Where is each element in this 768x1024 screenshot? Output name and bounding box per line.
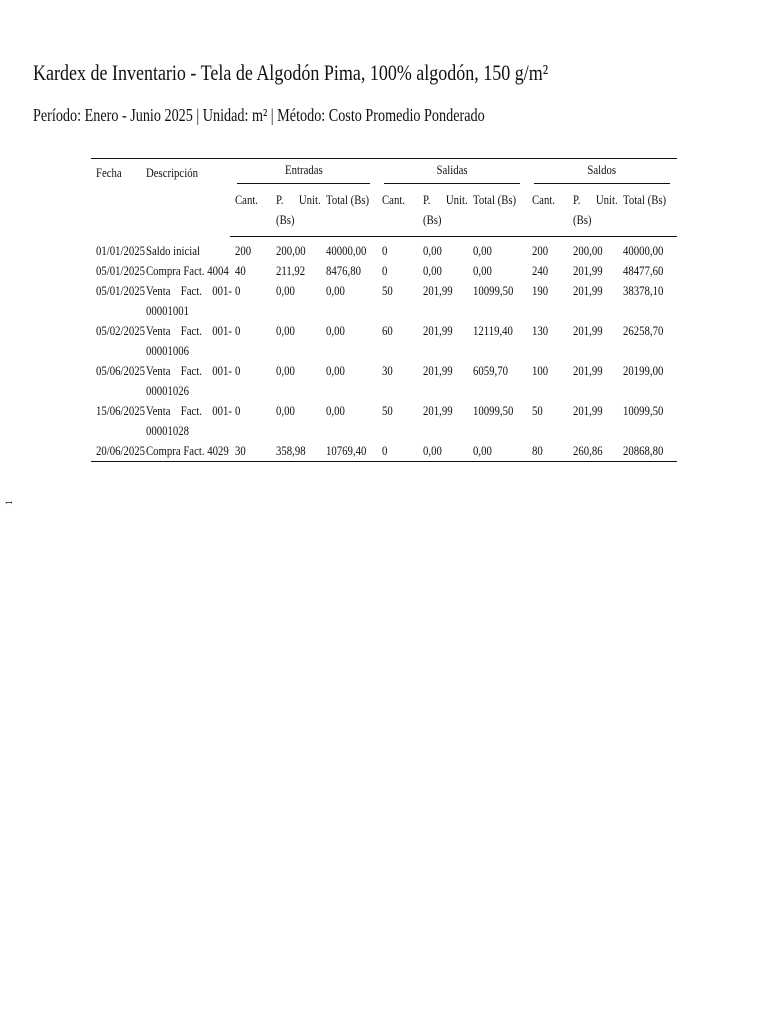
cell-s-cant: 30 — [382, 364, 393, 378]
cell-e-total: 40000,00 — [326, 244, 367, 258]
cell-b-pu: 201,99 — [573, 364, 603, 378]
cell-s-pu: 0,00 — [423, 244, 442, 258]
table-row — [91, 261, 677, 281]
cell-e-total: 0,00 — [326, 404, 345, 418]
cell-desc: Venta Fact. 001- 00001006 — [146, 324, 232, 358]
cell-desc: Compra Fact. 4004 — [146, 264, 229, 278]
header-salidas: Salidas — [377, 159, 527, 185]
cell-b-cant: 190 — [532, 284, 549, 298]
cell-fecha: 05/02/2025 — [96, 324, 145, 338]
cell-e-pu: 200,00 — [276, 244, 306, 258]
table-row — [91, 281, 677, 321]
cell-s-cant: 0 — [382, 264, 388, 278]
cell-b-cant: 130 — [532, 324, 549, 338]
kardex-table — [91, 158, 677, 462]
cell-e-pu: 0,00 — [276, 284, 295, 298]
header-saldos-total: Total (Bs) — [618, 184, 677, 237]
cell-s-pu: 201,99 — [423, 324, 453, 338]
cell-b-cant: 100 — [532, 364, 549, 378]
header-entradas-total: Total (Bs) — [321, 184, 377, 237]
cell-s-total: 0,00 — [468, 441, 527, 462]
cell-e-pu: 358,98 — [271, 441, 321, 462]
header-group-row — [91, 159, 677, 185]
cell-e-cant: 0 — [235, 364, 241, 378]
cell-e-total: 10769,40 — [321, 441, 377, 462]
cell-b-pu: 201,99 — [573, 264, 603, 278]
cell-s-total: 0,00 — [473, 244, 492, 258]
cell-b-total: 48477,60 — [623, 264, 664, 278]
cell-s-pu: 0,00 — [418, 441, 468, 462]
header-saldos-punit: P. Unit. (Bs) — [568, 184, 618, 237]
cell-s-cant: 0 — [377, 441, 418, 462]
cell-e-cant: 30 — [230, 441, 271, 462]
cell-b-total: 38378,10 — [623, 284, 664, 298]
table-row — [91, 237, 677, 262]
cell-b-pu: 201,99 — [573, 284, 603, 298]
cell-e-pu: 211,92 — [276, 264, 306, 278]
cell-desc: Compra Fact. 4029 — [141, 441, 230, 462]
cell-e-cant: 200 — [235, 244, 252, 258]
cell-s-pu: 201,99 — [423, 284, 453, 298]
cell-fecha: 05/01/2025 — [96, 264, 145, 278]
cell-e-pu: 0,00 — [276, 364, 295, 378]
cell-fecha: 05/06/2025 — [96, 364, 145, 378]
cell-b-total: 20868,80 — [618, 441, 677, 462]
cell-e-total: 0,00 — [326, 284, 345, 298]
cell-s-total: 12119,40 — [473, 324, 513, 338]
header-descripcion: Descripción — [141, 159, 230, 237]
cell-desc: Venta Fact. 001- 00001028 — [146, 404, 232, 438]
cell-e-cant: 0 — [235, 404, 241, 418]
cell-s-cant: 60 — [382, 324, 393, 338]
cell-s-total: 10099,50 — [473, 284, 514, 298]
cell-s-cant: 50 — [382, 284, 393, 298]
cell-b-pu: 201,99 — [573, 404, 603, 418]
cell-b-cant: 50 — [532, 404, 543, 418]
cell-e-pu: 0,00 — [276, 404, 295, 418]
header-salidas-total: Total (Bs) — [468, 184, 527, 237]
cell-b-total: 40000,00 — [623, 244, 664, 258]
document-title: Kardex de Inventario - Tela de Algodón Pima, 100% algodón, 150 g/m² — [33, 60, 549, 85]
cell-e-total: 0,00 — [326, 324, 345, 338]
header-entradas: Entradas — [230, 159, 377, 185]
cell-s-total: 0,00 — [473, 264, 492, 278]
table-row — [91, 401, 677, 441]
cell-e-total: 8476,80 — [326, 264, 361, 278]
cell-fecha: 01/01/2025 — [96, 243, 145, 258]
cell-desc: Saldo inicial — [146, 243, 201, 258]
table-row — [91, 441, 677, 462]
header-salidas-punit: P. Unit. (Bs) — [418, 184, 468, 237]
cell-b-pu: 200,00 — [573, 244, 603, 258]
page-number: 1 — [4, 500, 14, 505]
table-row — [91, 321, 677, 361]
cell-b-total: 20199,00 — [623, 364, 664, 378]
header-salidas-cant: Cant. — [377, 184, 418, 237]
cell-s-pu: 201,99 — [423, 404, 453, 418]
cell-b-cant: 80 — [527, 441, 568, 462]
cell-desc: Venta Fact. 001- 00001001 — [146, 284, 232, 318]
cell-b-cant: 200 — [532, 244, 549, 258]
cell-s-pu: 0,00 — [423, 264, 442, 278]
cell-b-total: 10099,50 — [623, 404, 664, 418]
cell-b-pu: 201,99 — [573, 324, 603, 338]
header-entradas-punit: P. Unit. (Bs) — [271, 184, 321, 237]
cell-s-total: 10099,50 — [473, 404, 514, 418]
cell-fecha: 20/06/2025 — [91, 441, 141, 462]
cell-b-total: 26258,70 — [623, 324, 664, 338]
cell-desc: Venta Fact. 001- 00001026 — [146, 364, 232, 398]
cell-e-cant: 0 — [235, 284, 241, 298]
cell-fecha: 05/01/2025 — [96, 284, 145, 298]
cell-fecha: 15/06/2025 — [96, 404, 145, 418]
cell-b-pu: 260,86 — [568, 441, 618, 462]
table-row — [91, 361, 677, 401]
cell-s-cant: 0 — [382, 244, 388, 258]
header-saldos: Saldos — [527, 159, 677, 185]
cell-s-pu: 201,99 — [423, 364, 453, 378]
document-subtitle: Período: Enero - Junio 2025 | Unidad: m² | Método: Costo Promedio Ponderado — [33, 105, 485, 125]
header-saldos-cant: Cant. — [527, 184, 568, 237]
cell-e-pu: 0,00 — [276, 324, 295, 338]
cell-e-cant: 0 — [235, 324, 241, 338]
cell-e-cant: 40 — [235, 264, 246, 278]
header-fecha: Fecha — [91, 159, 141, 237]
cell-s-total: 6059,70 — [473, 364, 508, 378]
header-entradas-cant: Cant. — [230, 184, 271, 237]
cell-e-total: 0,00 — [326, 364, 345, 378]
cell-s-cant: 50 — [382, 404, 393, 418]
cell-b-cant: 240 — [532, 264, 549, 278]
